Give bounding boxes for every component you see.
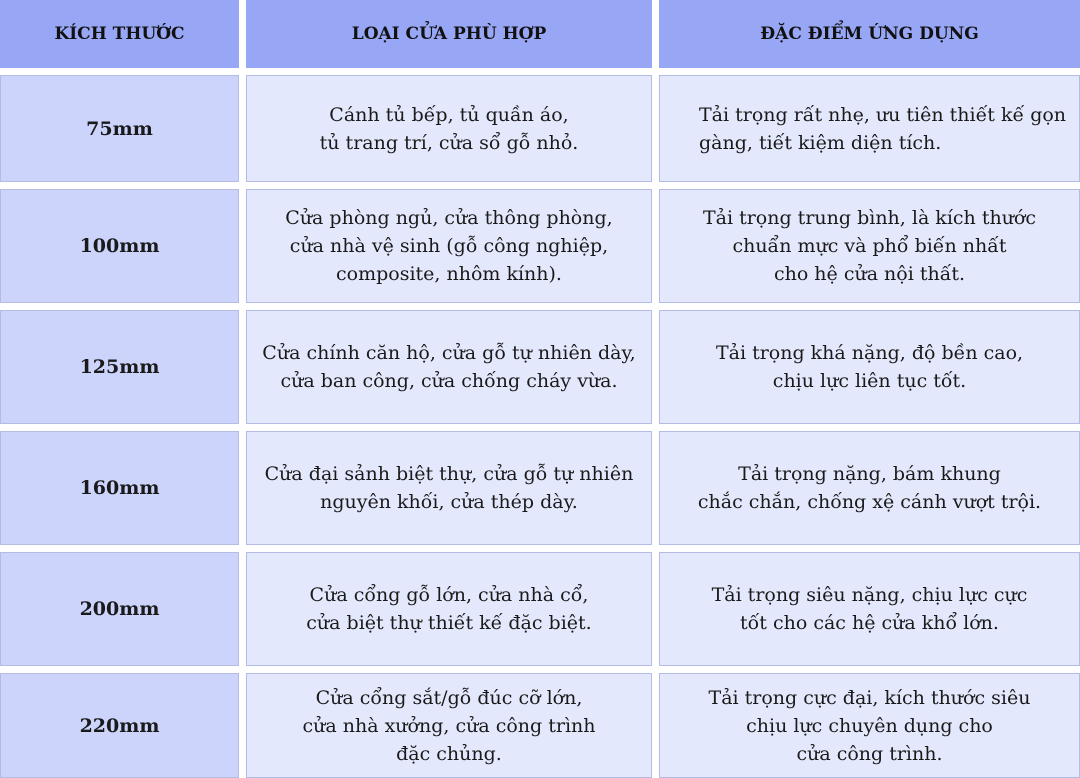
header-size: KÍCH THƯỚC [0, 0, 239, 68]
table-row-feature: Tải trọng cực đại, kích thước siêu chịu lực chuyên dụng cho cửa công trình. [659, 673, 1080, 778]
table-row-door-type: Cánh tủ bếp, tủ quần áo, tủ trang trí, cửa sổ gỗ nhỏ. [246, 75, 652, 182]
table-row-feature: Tải trọng rất nhẹ, ưu tiên thiết kế gọn gàng, tiết kiệm diện tích. [659, 75, 1080, 182]
header-door-type: LOẠI CỬA PHÙ HỢP [246, 0, 652, 68]
table-row-feature: Tải trọng siêu nặng, chịu lực cực tốt cho các hệ cửa khổ lớn. [659, 552, 1080, 666]
table-row-door-type: Cửa phòng ngủ, cửa thông phòng, cửa nhà vệ sinh (gỗ công nghiệp, composite, nhôm kính). [246, 189, 652, 303]
table-row-size: 200mm [0, 552, 239, 666]
table-row-size: 125mm [0, 310, 239, 424]
table-row-size: 75mm [0, 75, 239, 182]
table-row-size: 100mm [0, 189, 239, 303]
table-row-feature: Tải trọng trung bình, là kích thước chuẩn mực và phổ biến nhất cho hệ cửa nội thất. [659, 189, 1080, 303]
table-row-door-type: Cửa cổng sắt/gỗ đúc cỡ lớn, cửa nhà xưởng, cửa công trình đặc chủng. [246, 673, 652, 778]
table-row-feature: Tải trọng khá nặng, độ bền cao, chịu lực liên tục tốt. [659, 310, 1080, 424]
table-row-size: 220mm [0, 673, 239, 778]
table-row-door-type: Cửa đại sảnh biệt thự, cửa gỗ tự nhiên nguyên khối, cửa thép dày. [246, 431, 652, 545]
header-feature: ĐẶC ĐIỂM ỨNG DỤNG [659, 0, 1080, 68]
table-row-door-type: Cửa chính căn hộ, cửa gỗ tự nhiên dày, cửa ban công, cửa chống cháy vừa. [246, 310, 652, 424]
table-row-size: 160mm [0, 431, 239, 545]
table-row-door-type: Cửa cổng gỗ lớn, cửa nhà cổ, cửa biệt thự thiết kế đặc biệt. [246, 552, 652, 666]
table-row-feature: Tải trọng nặng, bám khung chắc chắn, chống xệ cánh vượt trội. [659, 431, 1080, 545]
